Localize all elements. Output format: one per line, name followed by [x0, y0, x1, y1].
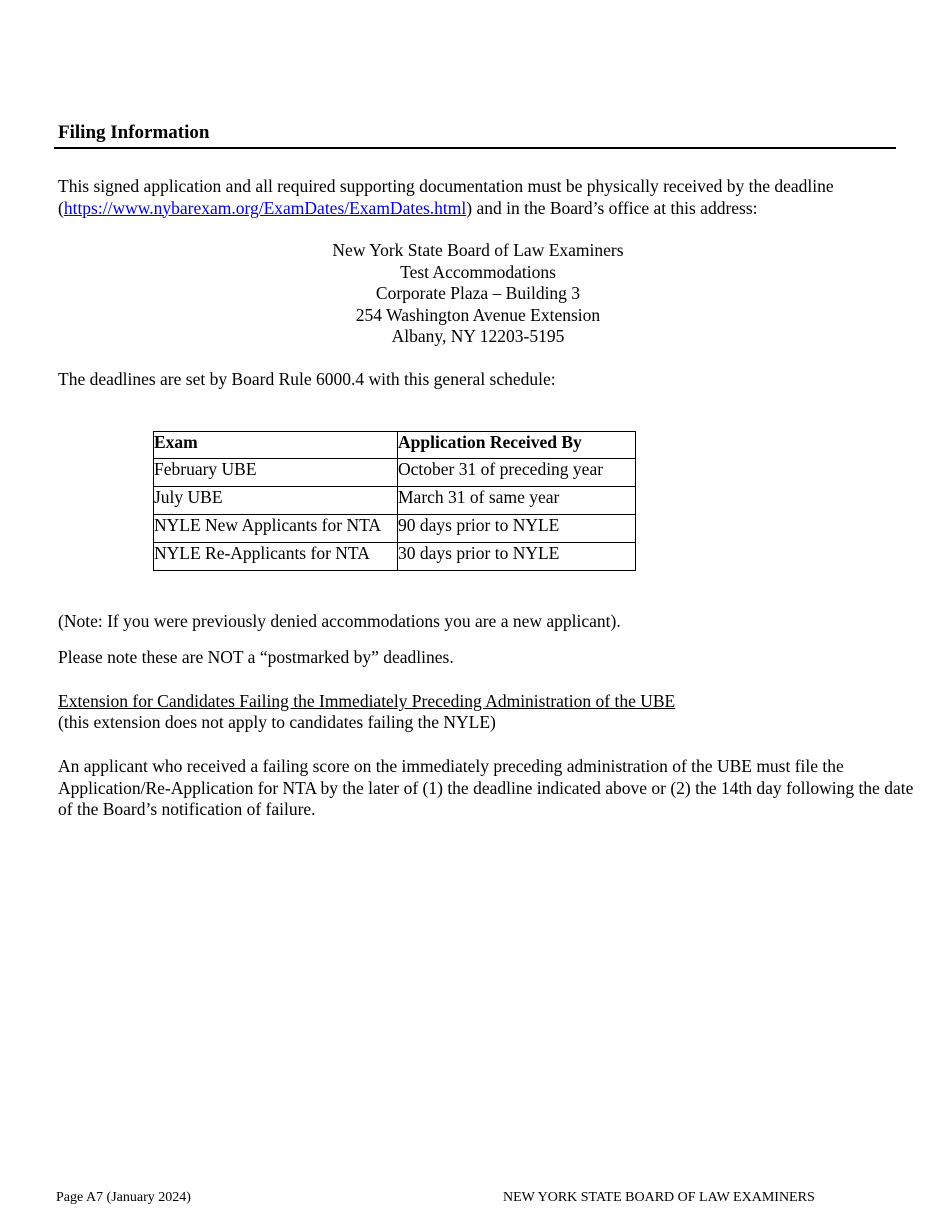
extension-title: Extension for Candidates Failing the Immediately Preceding Administration of the UBE: [58, 691, 676, 711]
column-header-exam: Exam: [154, 432, 398, 459]
table-row: [154, 543, 636, 571]
table-cell-exam: July UBE: [154, 487, 398, 515]
exam-dates-link[interactable]: https://www.nybarexam.org/ExamDates/ExamDates.html: [63, 197, 467, 218]
address-line-organization: New York State Board of Law Examiners: [332, 240, 624, 260]
page-heading: Filing Information: [58, 122, 210, 143]
table-cell-deadline: 90 days prior to NYLE: [398, 515, 636, 543]
deadlines-intro: The deadlines are set by Board Rule 6000.4 with this general schedule:: [58, 369, 556, 389]
table-row: [154, 459, 636, 487]
table-cell-deadline: March 31 of same year: [398, 487, 636, 515]
footer-organization: NEW YORK STATE BOARD OF LAW EXAMINERS: [503, 1190, 815, 1205]
mailing-address: [58, 240, 898, 348]
address-line-building: Corporate Plaza – Building 3: [375, 283, 581, 303]
footer-page-number: Page A7 (January 2024): [56, 1190, 191, 1205]
postmark-note: Please note these are NOT a “postmarked by” deadlines.: [58, 647, 454, 667]
intro-text-after-link: ) and in the Board’s office at this address:: [466, 197, 758, 218]
table-cell-deadline: 30 days prior to NYLE: [398, 543, 636, 571]
address-line-city: Albany, NY 12203-5195: [391, 326, 565, 346]
new-applicant-note: (Note: If you were previously denied accommodations you are a new applicant).: [58, 611, 621, 631]
table-cell-exam: NYLE Re-Applicants for NTA: [154, 543, 398, 571]
address-line-street: 254 Washington Avenue Extension: [355, 304, 601, 325]
intro-text-before-link: This signed application and all required supporting documentation must be physically received by the deadline (: [58, 176, 834, 218]
intro-paragraph: [58, 176, 908, 219]
table-row: [154, 515, 636, 543]
deadline-schedule-table: [153, 431, 636, 571]
table-cell-deadline: October 31 of preceding year: [398, 459, 636, 487]
column-header-received-by: Application Received By: [398, 432, 636, 459]
table-row: [154, 487, 636, 515]
address-line-department: Test Accommodations: [400, 261, 556, 282]
extension-paragraph: An applicant who received a failing score on the immediately preceding administration of the UBE must file the Application/Re-Application for NTA by the later of (1) the deadline indicated above or (2) the 14th day following the date of the Board’s notification of failure.: [58, 756, 914, 819]
table-cell-exam: NYLE New Applicants for NTA: [154, 515, 398, 543]
extension-subtitle: (this extension does not apply to candidates failing the NYLE): [58, 712, 496, 732]
heading-divider: [54, 147, 896, 149]
table-cell-exam: February UBE: [154, 459, 398, 487]
table-header-row: [154, 432, 636, 459]
